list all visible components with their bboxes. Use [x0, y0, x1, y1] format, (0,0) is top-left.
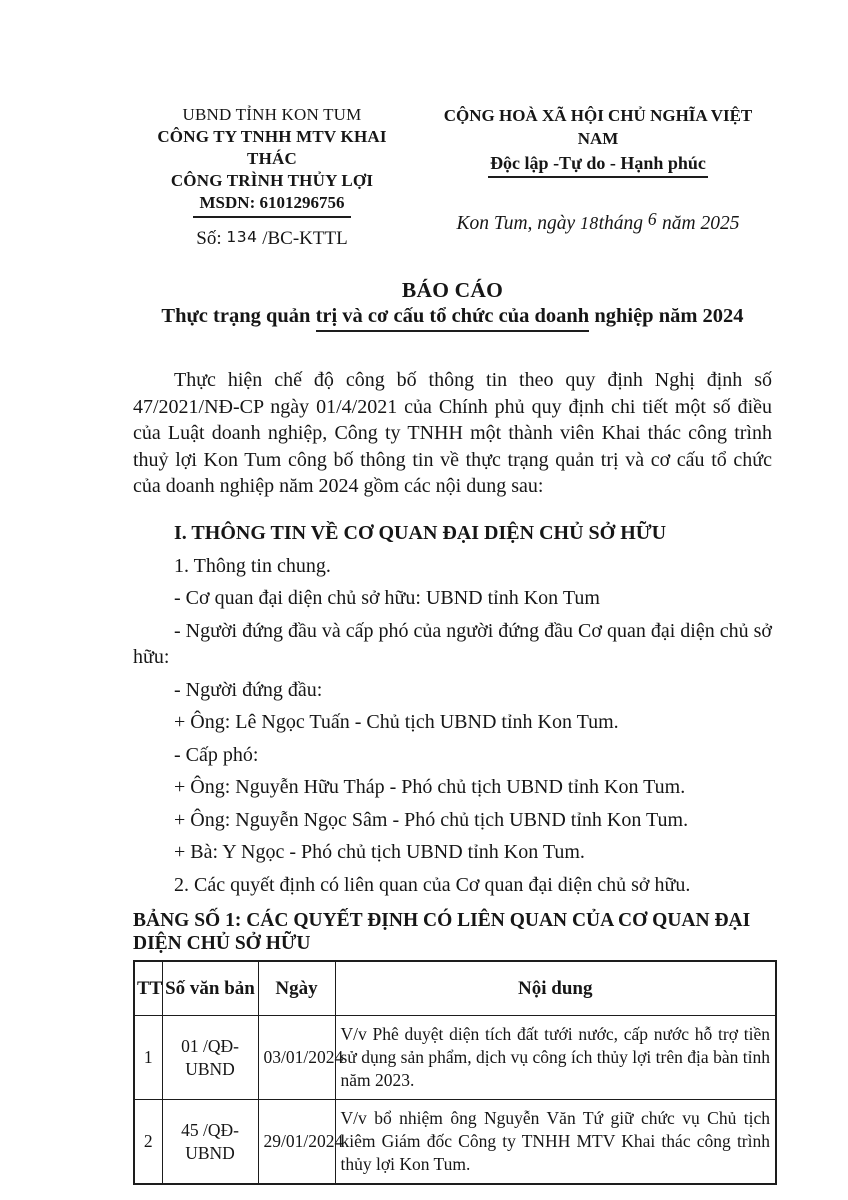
company-msdn-text: MSDN: 6101296756: [193, 192, 352, 218]
body-line-decisions-intro: 2. Các quyết định có liên quan của Cơ quan đại diện chủ sở hữu.: [174, 873, 691, 896]
table-1-caption: BẢNG SỐ 1: CÁC QUYẾT ĐỊNH CÓ LIÊN QUAN CỦA CƠ QUAN ĐẠI DIỆN CHỦ SỞ HỮU: [133, 910, 751, 954]
company-name-line2: CÔNG TRÌNH THỦY LỢI: [170, 171, 374, 190]
body-line-head-label: - Người đứng đầu:: [174, 678, 323, 701]
company-msdn: [133, 192, 411, 218]
body-line-deputy-2: + Ông: Nguyễn Ngọc Sâm - Phó chủ tịch UBND tỉnh Kon Tum.: [174, 808, 689, 831]
column-header-date: Ngày: [258, 961, 335, 1016]
row-2-doc-number: 45 /QĐ-UBND: [162, 1100, 258, 1185]
place-and-date-line: [424, 209, 772, 235]
report-subtitle-pre: Thực trạng quản: [161, 305, 316, 327]
company-name-line1: CÔNG TY TNHH MTV KHAI THÁC: [157, 127, 387, 168]
row-1-doc-number: 01 /QĐ-UBND: [162, 1016, 258, 1100]
column-header-content: Nội dung: [335, 961, 776, 1016]
national-motto-text: Độc lập -Tự do - Hạnh phúc: [488, 153, 708, 178]
date-month: 6: [647, 209, 658, 229]
row-2-date: 29/01/2024: [258, 1100, 335, 1185]
table-row: [134, 1016, 776, 1100]
parent-agency-name: UBND TỈNH KON TUM: [182, 105, 362, 124]
date-prefix: Kon Tum, ngày: [456, 213, 576, 234]
table-header-row: [134, 961, 776, 1016]
national-header-block: [424, 104, 772, 250]
national-title: CỘNG HOÀ XÃ HỘI CHỦ NGHĨA VIỆT NAM: [443, 106, 753, 148]
document-number: [133, 228, 411, 250]
report-subtitle-post: nghiệp năm 2024: [589, 305, 744, 327]
body-line-general-info: 1. Thông tin chung.: [174, 554, 331, 577]
intro-paragraph: Thực hiện chế độ công bố thông tin theo quy định Nghị định số 47/2021/NĐ-CP ngày 01/4/2021 của Chính phủ quy định chi tiết một số điều của Luật doanh nghiệp, Công ty TNHH một thành viên Khai thác công trình thuỷ lợi Kon Tum công bố thông tin về thực trạng quản trị và cơ cấu tổ chức của doanh nghiệp năm 2024 gồm các nội dung sau:: [133, 369, 772, 497]
report-subtitle: [133, 304, 772, 329]
body-line-deputies-label: - Cấp phó:: [174, 743, 259, 766]
report-title: BÁO CÁO: [401, 278, 504, 302]
body-line-deputy-1: + Ông: Nguyễn Hữu Tháp - Phó chủ tịch UBND tỉnh Kon Tum.: [174, 776, 686, 798]
report-subtitle-underlined: trị và cơ cấu tổ chức của doanh: [316, 305, 590, 332]
column-header-doc-number: Số văn bản: [162, 961, 258, 1016]
section-1-heading: I. THÔNG TIN VỀ CƠ QUAN ĐẠI DIỆN CHỦ SỞ HỮU: [174, 521, 667, 544]
document-content: [133, 104, 772, 1185]
date-suffix: năm 2025: [661, 213, 740, 234]
document-number-suffix: /BC-KTTL: [262, 228, 348, 249]
row-1-content: V/v Phê duyệt diện tích đất tưới nước, cấp nước hỗ trợ tiền sử dụng sản phẩm, dịch vụ công ích thủy lợi trên địa bàn tỉnh năm 2023.: [335, 1016, 776, 1100]
document-header: [133, 104, 772, 250]
row-1-date: 03/01/2024: [258, 1016, 335, 1100]
row-2-content: V/v bổ nhiệm ông Nguyễn Văn Tứ giữ chức vụ Chủ tịch kiêm Giám đốc Công ty TNHH MTV Khai thác công trình thủy lợi Kon Tum.: [335, 1100, 776, 1185]
row-2-tt: 2: [134, 1100, 162, 1185]
column-header-tt: TT: [134, 961, 162, 1016]
decisions-table: [133, 960, 777, 1185]
report-title-block: [133, 277, 772, 329]
body-line-leaders-intro: - Người đứng đầu và cấp phó của người đứng đầu Cơ quan đại diện chủ sở hữu:: [133, 619, 772, 668]
date-day: 18: [580, 213, 599, 233]
date-word-month: tháng: [598, 213, 643, 234]
body-line-chairman: + Ông: Lê Ngọc Tuấn - Chủ tịch UBND tỉnh Kon Tum.: [174, 711, 619, 733]
table-row: [134, 1100, 776, 1185]
document-number-prefix: Số:: [196, 228, 222, 249]
body-line-deputy-3: + Bà: Y Ngọc - Phó chủ tịch UBND tỉnh Kon Tum.: [174, 841, 585, 863]
national-motto: [424, 153, 772, 178]
document-number-value: 134: [226, 228, 258, 246]
issuing-org-block: [133, 104, 411, 250]
row-1-tt: 1: [134, 1016, 162, 1100]
body-line-owner-agency: - Cơ quan đại diện chủ sở hữu: UBND tỉnh Kon Tum: [174, 587, 600, 609]
